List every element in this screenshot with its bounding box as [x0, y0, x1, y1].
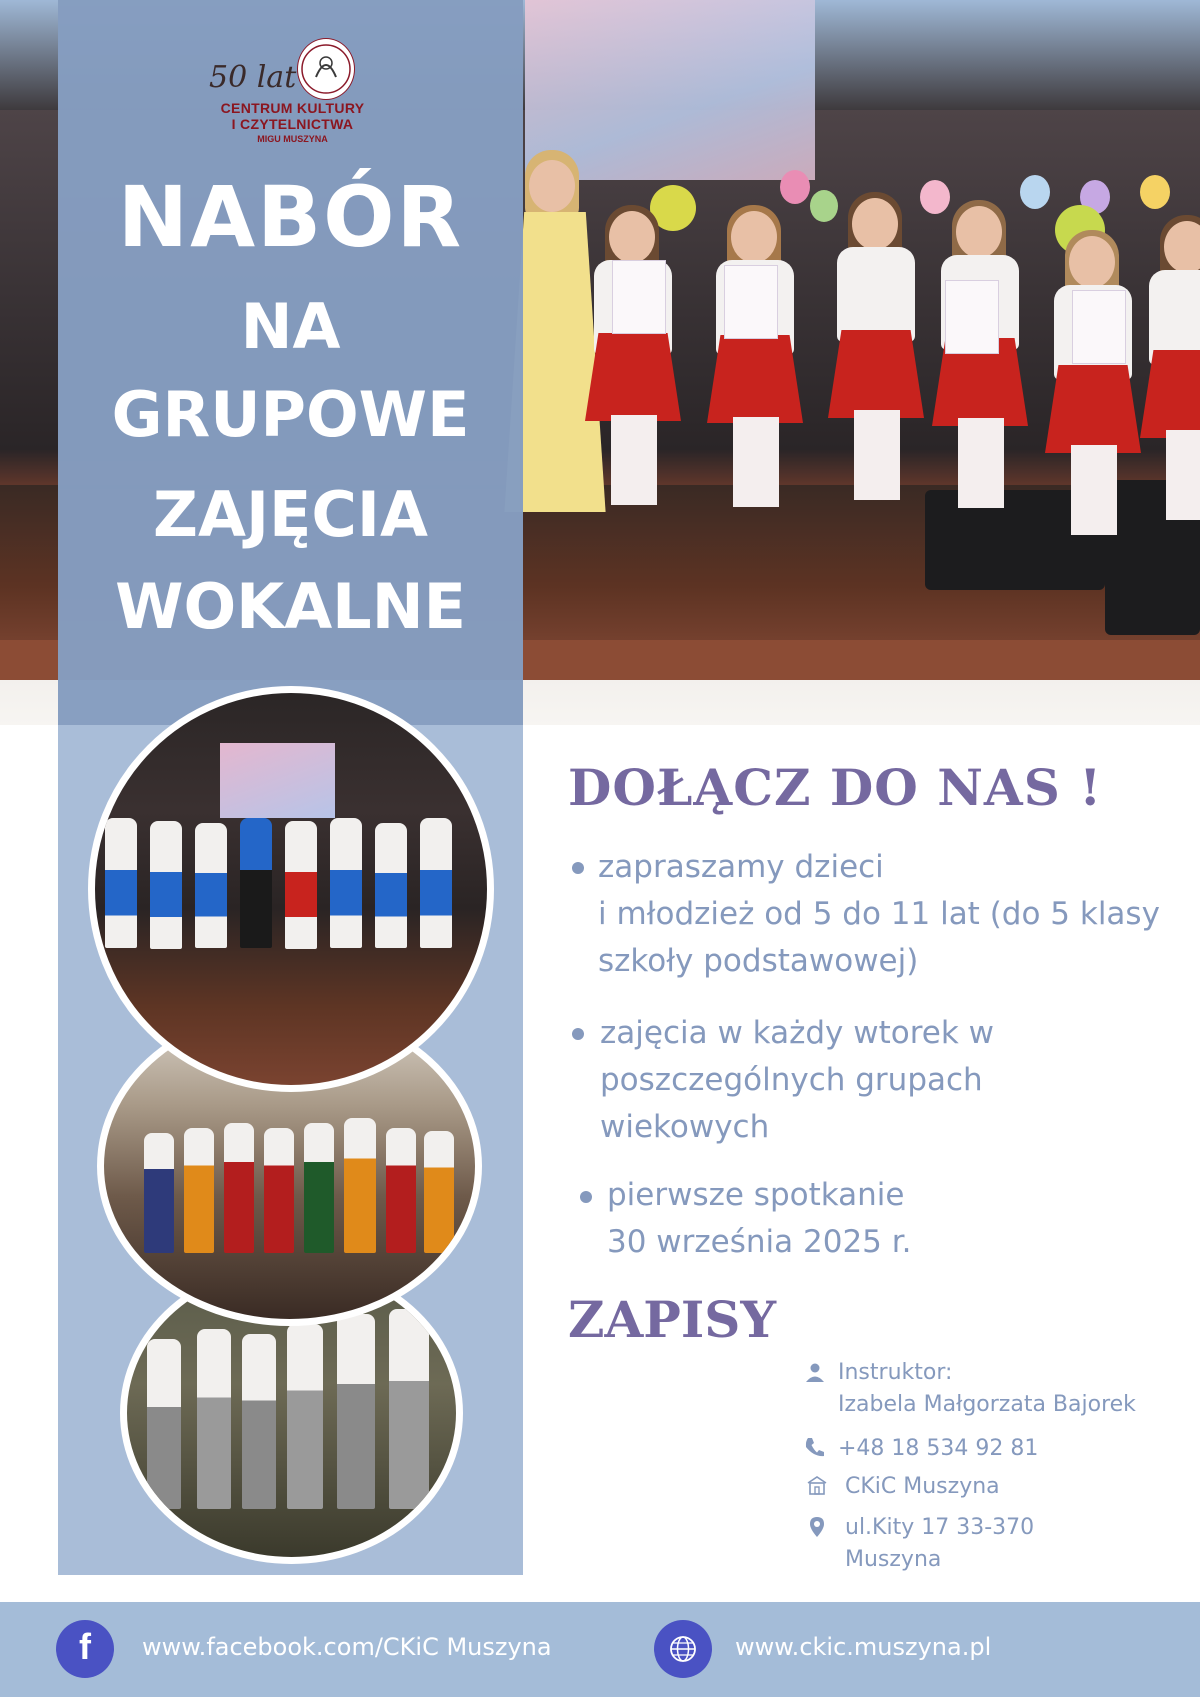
photo-circle-1: [88, 686, 494, 1092]
address-line1: ul.Kity 17 33-370: [845, 1515, 1035, 1540]
bullet-3-line1: pierwsze spotkanie: [607, 1177, 905, 1213]
singer-figure: [386, 1128, 416, 1253]
logo-seal: [297, 38, 355, 100]
headline-line1: NABÓR: [117, 168, 464, 266]
bullet-icon: [572, 1028, 584, 1040]
bullet-1-line1: zapraszamy dzieci: [598, 849, 884, 885]
instructor-label: Instruktor:: [838, 1360, 953, 1385]
balloon: [780, 170, 810, 204]
singer-figure: [337, 1314, 375, 1509]
logo-line3: MIGU MUSZYNA: [257, 134, 328, 144]
singer-figure: [240, 818, 272, 948]
bullet-icon: [572, 862, 584, 874]
headline-line2: NA: [240, 290, 341, 363]
singer-figure: [344, 1118, 376, 1253]
headline-line4: ZAJĘCIA: [153, 478, 428, 551]
globe-icon[interactable]: [654, 1620, 712, 1678]
facebook-icon[interactable]: f: [56, 1620, 114, 1678]
balloon: [920, 180, 950, 214]
bullet-3: [607, 1172, 912, 1266]
instructor-block: [838, 1357, 1136, 1421]
bullet-1-cont: [598, 891, 1160, 985]
location-pin-icon: [806, 1516, 828, 1538]
singer-figure: [105, 818, 137, 948]
address-line2: Muszyna: [845, 1547, 942, 1572]
bullet-3-line2: 30 września 2025 r.: [607, 1224, 912, 1260]
bullet-2-line1: zajęcia w każdy wtorek w: [600, 1015, 994, 1051]
singer-figure: [304, 1123, 334, 1253]
singer-figure: [144, 1133, 174, 1253]
singer-figure: [375, 823, 407, 948]
stage-backdrop: [220, 743, 335, 818]
singer-figure: [197, 1329, 231, 1509]
facebook-link[interactable]: www.facebook.com/CKiC Muszyna: [142, 1633, 552, 1661]
singer-figure: [195, 823, 227, 948]
building-icon: [806, 1474, 828, 1496]
bullet-1: [598, 844, 884, 891]
singer-figure: [330, 818, 362, 948]
bullet-2-line2: poszczególnych grupach: [600, 1062, 983, 1098]
balloon: [810, 190, 838, 222]
signup-title: ZAPISY: [568, 1290, 777, 1349]
phone-number[interactable]: +48 18 534 92 81: [838, 1436, 1039, 1461]
phone-icon: [804, 1436, 826, 1458]
logo-line2: I CZYTELNICTWA: [231, 116, 354, 132]
headline-line3: GRUPOWE: [111, 378, 470, 451]
person-icon: [804, 1362, 826, 1384]
venue-name: CKiC Muszyna: [845, 1474, 1000, 1499]
join-title: DOŁĄCZ DO NAS !: [568, 758, 1103, 817]
bullet-2: [600, 1010, 994, 1151]
singer-figure: [287, 1324, 323, 1509]
singer-figure: [147, 1339, 181, 1509]
bullet-1-line2: i młodzież od 5 do 11 lat (do 5 klasy: [598, 896, 1160, 932]
logo-line1: CENTRUM KULTURY: [220, 100, 365, 116]
singer-figure: [150, 821, 182, 949]
ckic-logo: [205, 38, 380, 148]
singer-figure: [242, 1334, 276, 1509]
singer-figure: [224, 1123, 254, 1253]
balloon: [1020, 175, 1050, 209]
bullet-2-line3: wiekowych: [600, 1109, 770, 1145]
instructor-name: Izabela Małgorzata Bajorek: [838, 1392, 1136, 1417]
website-link[interactable]: www.ckic.muszyna.pl: [735, 1633, 992, 1661]
address-block: [845, 1512, 1034, 1576]
singer-figure: [389, 1309, 429, 1509]
balloon: [1140, 175, 1170, 209]
singer-figure: [264, 1128, 294, 1253]
headline-line5: WOKALNE: [115, 570, 466, 643]
singer-figure: [420, 818, 452, 948]
singer-figure: [285, 821, 317, 949]
bullet-1-line3: szkoły podstawowej): [598, 943, 919, 979]
bullet-icon: [580, 1191, 592, 1203]
singer-figure: [184, 1128, 214, 1253]
singer-figure: [424, 1131, 454, 1253]
logo-anniversary: 50 lat: [209, 60, 297, 95]
stage-backdrop: [525, 0, 815, 180]
